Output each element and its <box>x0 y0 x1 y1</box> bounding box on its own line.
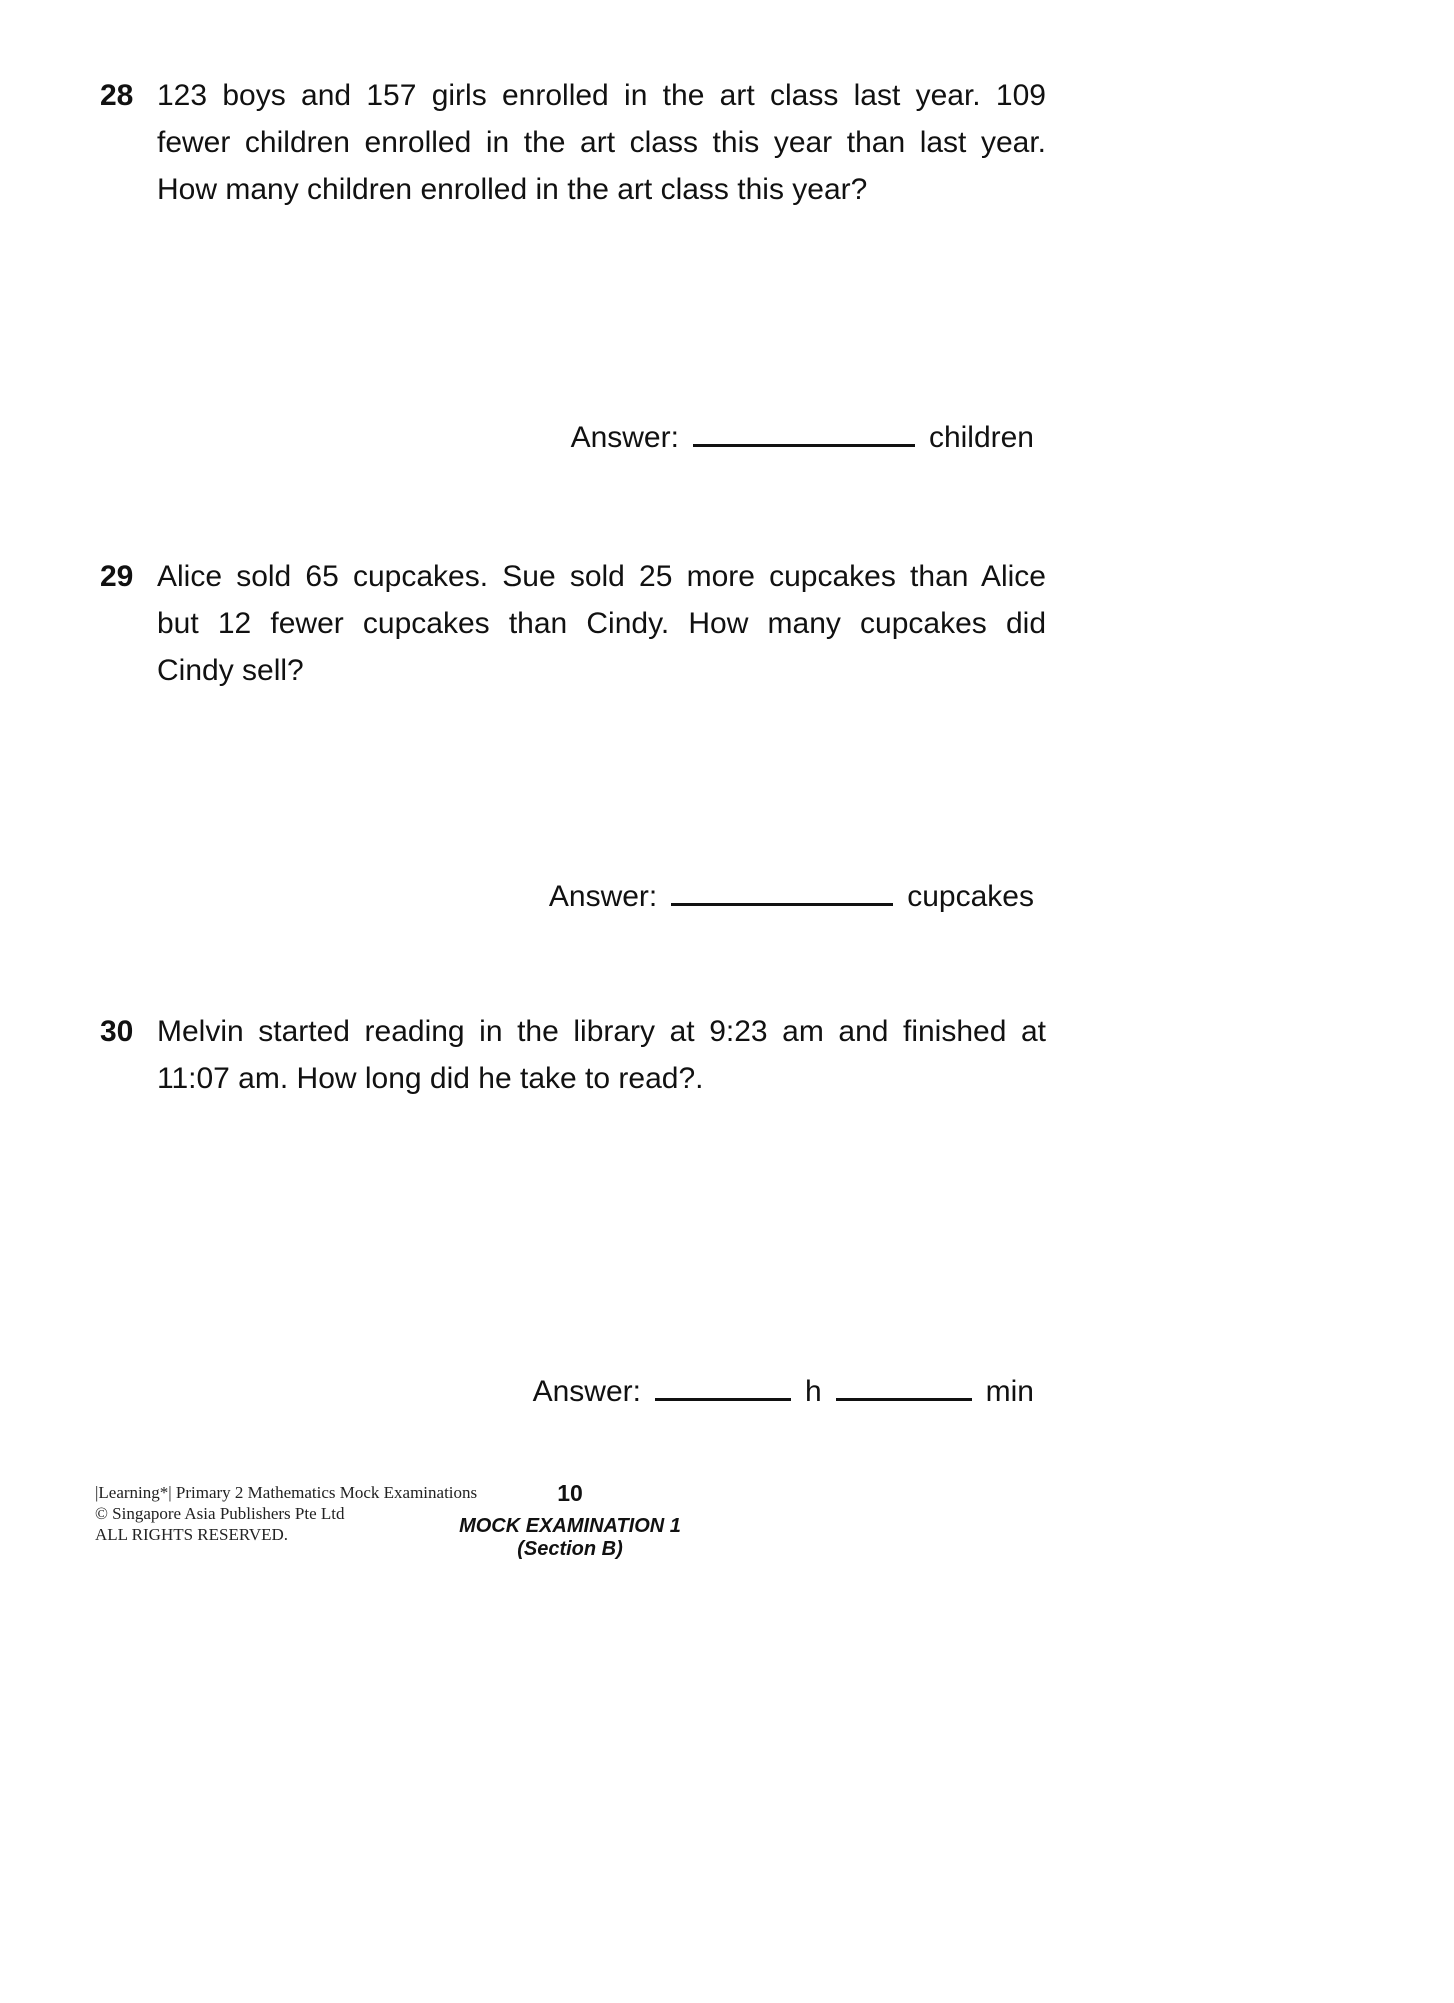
question-number: 30 <box>100 1015 134 1048</box>
answer-row-q29 <box>549 877 1034 917</box>
question-text <box>157 553 1046 694</box>
answer-label: Answer: <box>570 421 679 454</box>
question-30 <box>100 1008 1046 1102</box>
question-text-line: but 12 fewer cupcakes than Cindy. How many cupcakes did <box>157 607 1046 640</box>
section-caption: MOCK EXAMINATION 1 (Section B) <box>459 1515 681 1560</box>
footer-imprint-line: ALL RIGHTS RESERVED. <box>95 1525 289 1544</box>
question-28 <box>100 72 1046 213</box>
footer-imprint-line: © Singapore Asia Publishers Pte Ltd <box>95 1504 345 1523</box>
question-text <box>157 72 1046 213</box>
answer-label: Answer: <box>532 1375 641 1408</box>
question-29 <box>100 553 1046 694</box>
question-number: 29 <box>100 560 134 593</box>
question-text-line: 11:07 am. How long did he take to read?. <box>157 1062 704 1095</box>
question-text-line: fewer children enrolled in the art class this year than last year. <box>157 126 1046 159</box>
question-text <box>157 1008 1046 1102</box>
question-number: 28 <box>100 79 134 112</box>
answer-unit-hours: h <box>804 1375 822 1408</box>
answer-unit: cupcakes <box>907 880 1034 913</box>
answer-blank-hours <box>655 1398 791 1401</box>
footer-center <box>420 1480 720 1561</box>
answer-row-q30 <box>533 1372 1034 1412</box>
answer-row-q28 <box>571 418 1034 458</box>
answer-blank-minutes <box>836 1398 972 1401</box>
footer-imprint-line: |Learning*| Primary 2 Mathematics Mock Examinations <box>95 1483 478 1502</box>
answer-blank <box>671 903 893 906</box>
answer-unit-minutes: min <box>985 1375 1034 1408</box>
question-text-line: How many children enrolled in the art class this year? <box>157 173 868 206</box>
answer-label: Answer: <box>548 880 658 913</box>
answer-blank <box>693 444 915 447</box>
answer-unit: children <box>928 421 1034 454</box>
question-text-line: Cindy sell? <box>157 654 304 687</box>
page-number: 10 <box>557 1480 583 1506</box>
question-text-line: 123 boys and 157 girls enrolled in the art class last year. 109 <box>157 79 1046 112</box>
question-text-line: Alice sold 65 cupcakes. Sue sold 25 more cupcakes than Alice <box>157 560 1046 593</box>
question-text-line: Melvin started reading in the library at 9:23 am and finished at <box>157 1015 1046 1048</box>
